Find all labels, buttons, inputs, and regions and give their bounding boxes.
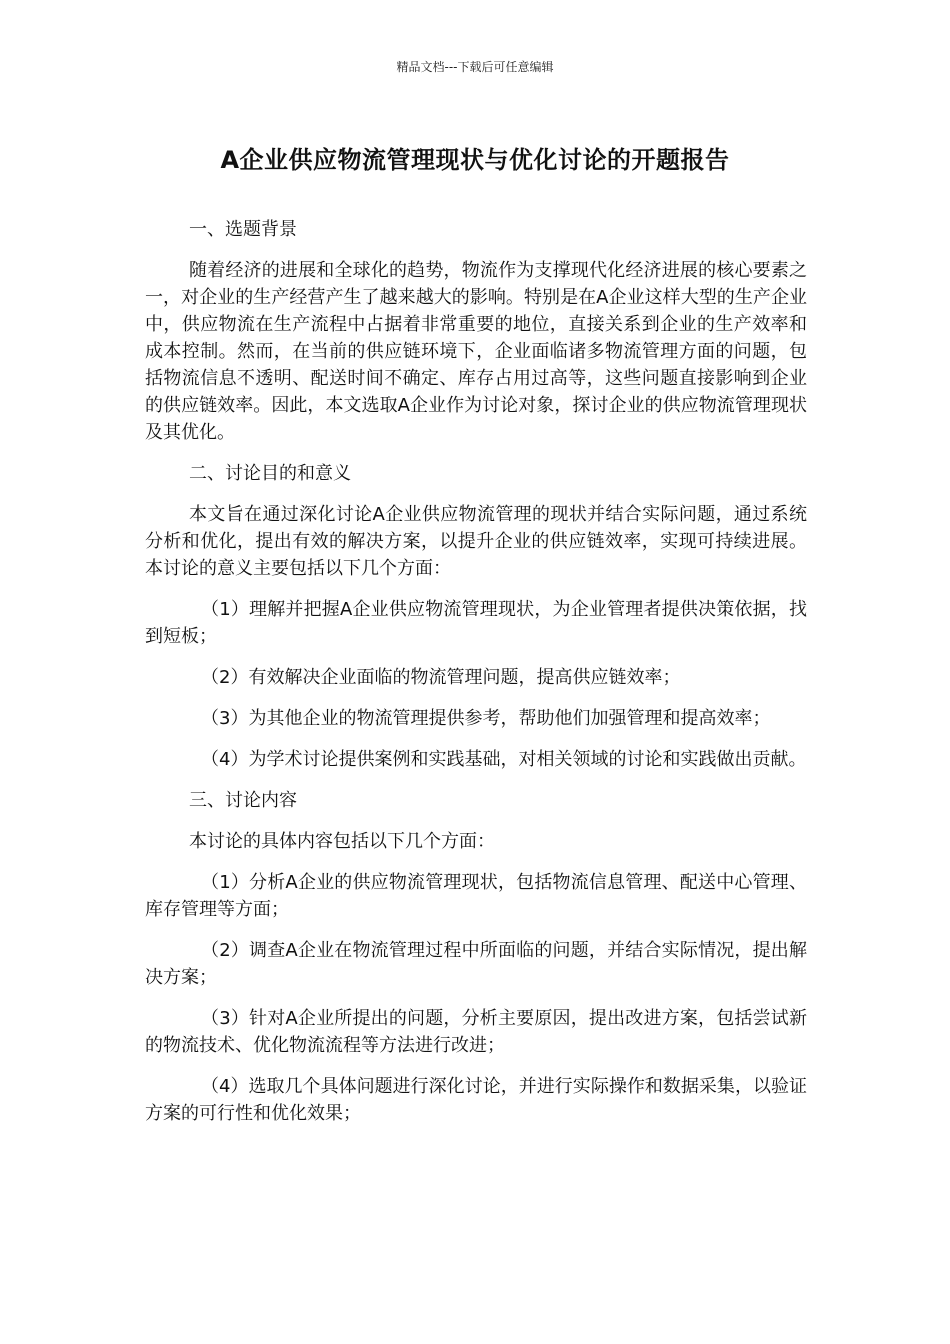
purpose-item-4: （4）为学术讨论提供案例和实践基础，对相关领域的讨论和实践做出贡献。 [201,749,807,770]
paragraph-content: 本讨论的具体内容包括以下几个方面： [189,831,495,852]
purpose-item-2: （2）有效解决企业面临的物流管理问题，提高供应链效率； [201,667,681,688]
section-heading-background: 一、选题背景 [189,219,297,240]
content-item-3: （3）针对A企业所提出的问题，分析主要原因，提出改进方案，包括尝试新的物流技术、优化物流流程等方法进行改进； [145,1008,807,1056]
paragraph-background: 随着经济的进展和全球化的趋势，物流作为支撑现代化经济进展的核心要素之一，对企业的生产经营产生了越来越大的影响。特别是在A企业这样大型的生产企业中，供应物流在生产流程中占据着非常重要的地位，直接关系到企业的生产效率和成本控制。然而，在当前的供应链环境下，企业面临诸多物流管理方面的问题，包括物流信息不透明、配送时间不确定、库存占用过高等，这些问题直接影响到企业的供应链效率。因此，本文选取A企业作为讨论对象，探讨企业的供应物流管理现状及其优化。 [145,260,807,443]
purpose-item-3: （3）为其他企业的物流管理提供参考，帮助他们加强管理和提高效率； [201,708,771,729]
section-heading-purpose: 二、讨论目的和意义 [189,463,351,484]
purpose-item-1: （1）理解并把握A企业供应物流管理现状，为企业管理者提供决策依据，找到短板； [145,599,807,647]
content-item-2: （2）调查A企业在物流管理过程中所面临的问题，并结合实际情况，提出解决方案； [145,940,807,988]
content-item-1: （1）分析A企业的供应物流管理现状，包括物流信息管理、配送中心管理、库存管理等方面； [145,872,807,920]
paragraph-purpose: 本文旨在通过深化讨论A企业供应物流管理的现状并结合实际问题，通过系统分析和优化，提出有效的解决方案，以提升企业的供应链效率，实现可持续进展。本讨论的意义主要包括以下几个方面： [145,504,807,579]
header-note: 精品文档---下载后可任意编辑 [396,60,554,74]
content-item-4: （4）选取几个具体问题进行深化讨论，并进行实际操作和数据采集，以验证方案的可行性和优化效果； [145,1076,807,1124]
document-body [145,216,807,1141]
document-title: A企业供应物流管理现状与优化讨论的开题报告 [220,146,730,174]
section-heading-content: 三、讨论内容 [189,790,297,811]
